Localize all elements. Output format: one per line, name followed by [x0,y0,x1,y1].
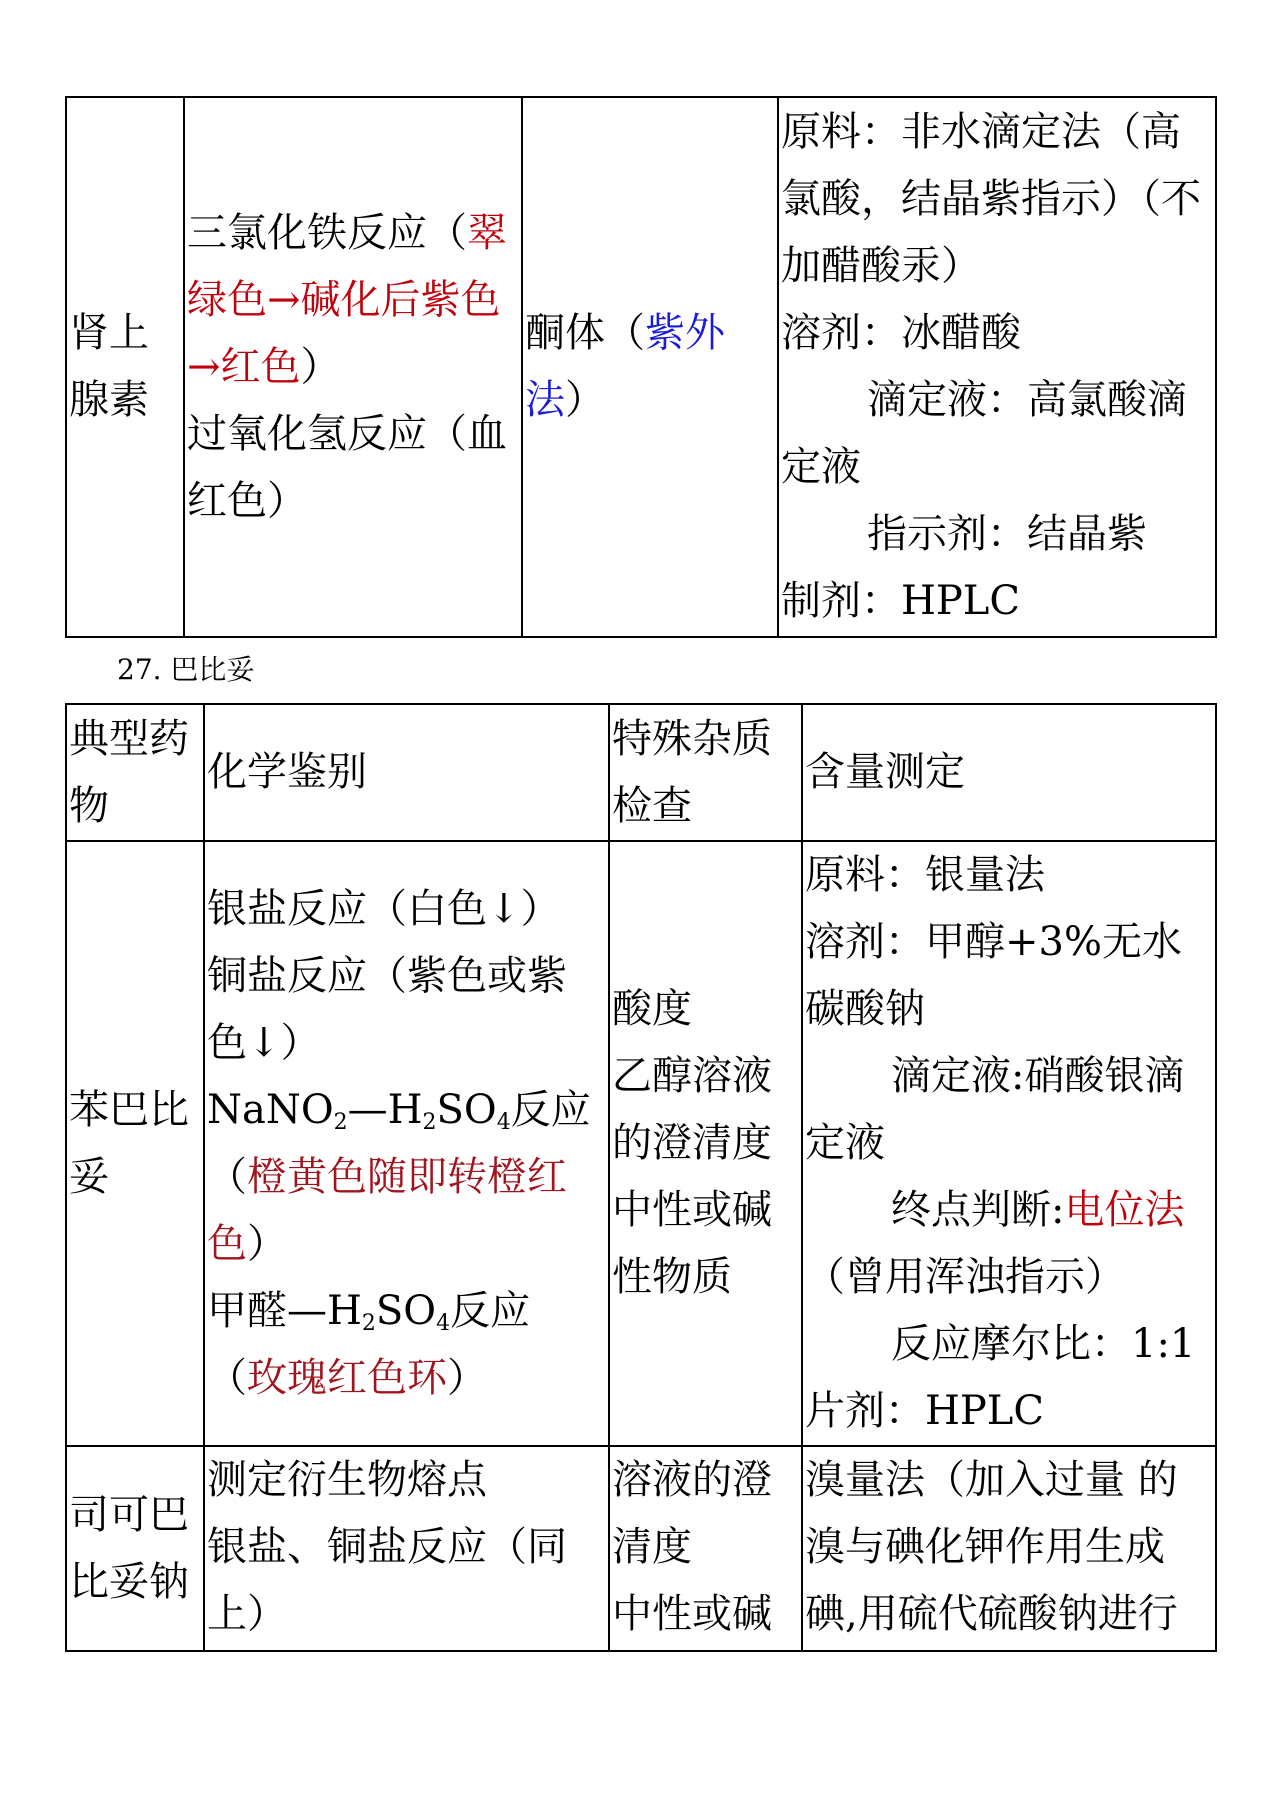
ident3-sub2: 2 [422,1109,437,1135]
impurity-method: 紫外法 [525,310,725,423]
assay-line-3: 滴定液:硝酸银滴定液 [805,1053,1185,1166]
ident3-sub3: 4 [496,1109,511,1135]
ident-line-1: 测定衍生物熔点 [207,1457,487,1503]
identification-cell [184,97,522,637]
impurity-line-3: 中性或碱性物质 [612,1187,772,1300]
impurity-post: ） [565,377,605,423]
ident3-post: 反应（ [207,1086,591,1200]
assay-text: 溴量法（加入过量 的溴与碘化钾作用生成碘,用硫代硫酸钠进行 [805,1457,1178,1637]
assay-cell [778,97,1216,637]
assay-line-3: 滴定液：高氯酸滴定液 [781,377,1187,490]
impurity-line-2: 中性或碱 [612,1591,772,1637]
assay4-method: 电位法 [1064,1187,1185,1233]
header-row [66,704,1216,841]
impurity-cell [609,1446,802,1651]
ident3-so: SO [436,1086,497,1133]
assay-cell [802,1446,1216,1651]
ident-text-close: ） [300,343,341,390]
ident4-color: 玫瑰红色环 [247,1354,447,1401]
impurity-cell [522,97,778,637]
ident-text-2: 过氧化氢反应（血红色） [187,410,507,524]
assay4-pre: 终点判断: [891,1187,1065,1233]
impurity-cell [609,841,802,1446]
ident-line-2: 银盐、铜盐反应（同上） [207,1524,567,1637]
ident3-mid: —H [347,1086,423,1133]
ident4-end: ） [447,1354,487,1401]
ident4-post: 反应（ [207,1287,531,1401]
impurity-line-2: 乙醇溶液的澄清度 [612,1053,772,1166]
impurity-line-1: 溶液的澄清度 [612,1457,772,1570]
assay-cell [802,841,1216,1446]
drug-name-cell [66,97,184,637]
impurity-pre: 酮体（ [525,310,645,356]
ident4-sub2: 4 [436,1310,451,1336]
assay-line-4 [805,1177,1213,1244]
identification-cell [204,841,609,1446]
assay-line-1: 原料：非水滴定法（高氯酸，结晶紫指示）（不加醋酸汞） [781,109,1201,289]
ident-text-1: 三氯化铁反应（ [187,209,467,256]
drug-name-cell: 司可巴比妥钠 [66,1446,204,1651]
ident3-color: 橙黄色随即转橙红色 [207,1153,567,1267]
drug-name: 肾上腺素 [69,310,149,423]
ident3-sub1: 2 [333,1109,348,1135]
drug-name-cell: 苯巴比妥 [66,841,204,1446]
ident3-pre: NaNO [207,1086,334,1133]
assay-line-5: （曾用浑浊指示） [805,1254,1125,1300]
assay-line-7: 片剂：HPLC [805,1388,1044,1434]
ident-color-1: 翠绿色→碱化后紫色→红色 [187,209,507,390]
table-row [66,1446,1216,1651]
ident3-end: ） [247,1220,287,1267]
header-drug: 典型药物 [66,704,204,841]
ident-line-2: 铜盐反应（紫色或紫色↓） [207,952,567,1066]
header-impurity: 特殊杂质检查 [609,704,802,841]
assay-line-2: 溶剂：甲醇+3%无水碳酸钠 [805,919,1182,1032]
header-assay: 含量测定 [802,704,1216,841]
assay-line-5: 制剂：HPLC [781,578,1020,624]
identification-cell [204,1446,609,1651]
impurity-line-1: 酸度 [612,986,692,1032]
ident4-pre: 甲醛—H [207,1287,362,1334]
adrenaline-table [65,96,1217,638]
assay-line-2: 溶剂：冰醋酸 [781,310,1021,356]
assay-line-1: 原料：银量法 [805,852,1045,898]
table-row [66,841,1216,1446]
ident4-sub1: 2 [361,1310,376,1336]
ident-line-4 [207,1278,606,1412]
ident4-so: SO [375,1287,437,1334]
assay-line-4: 指示剂：结晶紫 [867,511,1147,557]
ident-line-3 [207,1077,606,1278]
ident-line-1: 银盐反应（白色↓） [207,885,561,932]
section-caption: 27. 巴比妥 [117,653,255,686]
header-identification: 化学鉴别 [204,704,609,841]
barbiturate-table [65,703,1217,1652]
assay-line-6: 反应摩尔比：1:1 [891,1321,1196,1367]
